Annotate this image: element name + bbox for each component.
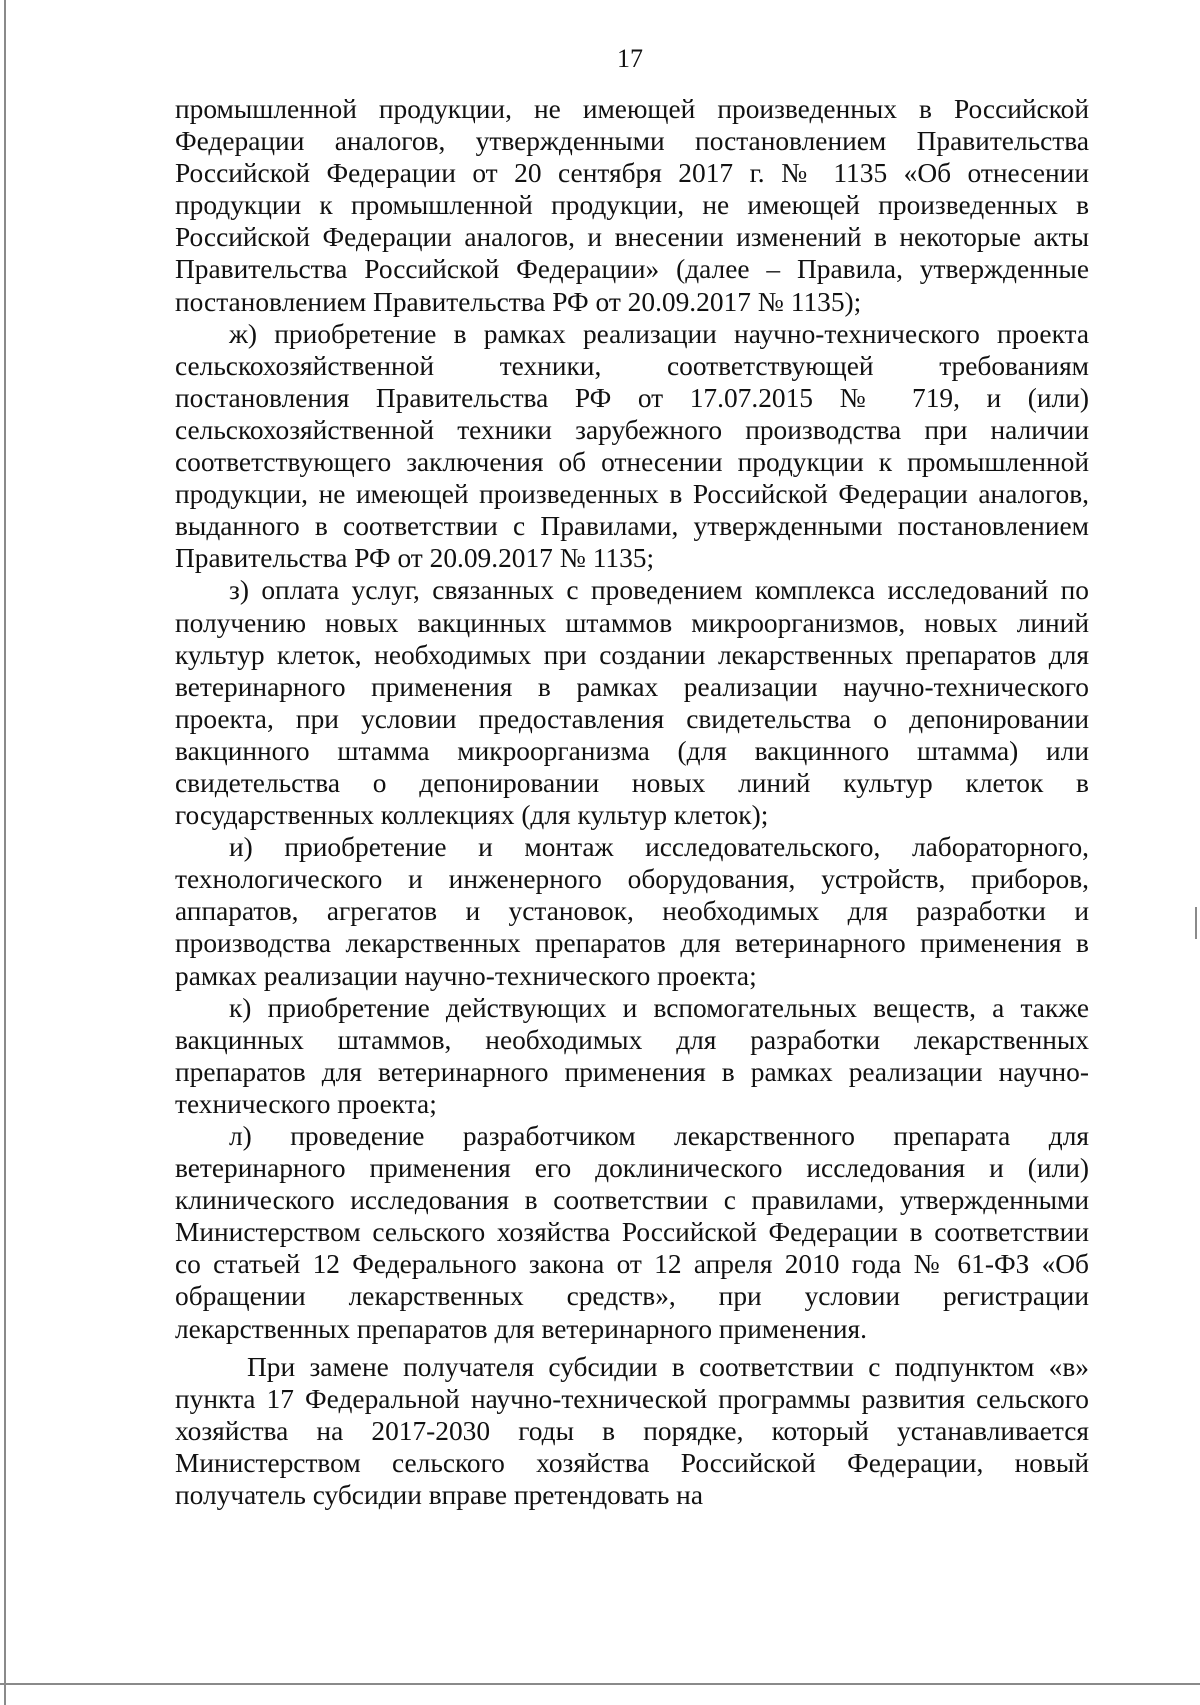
paragraph-item-zh: ж) приобретение в рамках реализации научно-технического проекта сельскохозяйственной техники, соответствующей требованиям постановления Правительства РФ от 17.07.2015 № 719, и (или) сельскохозяйственной техники зарубежного производства при наличии соответствующего заключения об отнесении продукции к промышленной продукции, не имеющей произведенных в Российской Федерации аналогов, выданного в соответствии с Правилами, утвержденными постановлением Правительства РФ от 20.09.2017 № 1135; xyxy=(175,318,1089,574)
paragraph-replacement: При замене получателя субсидии в соответствии с подпунктом «в» пункта 17 Федеральной научно-технической программы развития сельского хозяйства на 2017-2030 годы в порядке, который устанавливается Министерством сельского хозяйства Российской Федерации, новый получатель субсидии вправе претендовать на xyxy=(175,1351,1089,1511)
page-number: 17 xyxy=(617,44,643,73)
scan-bottom-edge xyxy=(0,1683,1200,1685)
scan-left-edge xyxy=(4,0,6,1705)
paragraph-item-k: к) приобретение действующих и вспомогательных веществ, а также вакцинных штаммов, необходимых для разработки лекарственных препаратов для ветеринарного применения в рамках реализации научно-технического проекта; xyxy=(175,992,1089,1119)
document-body xyxy=(175,93,1089,1511)
paragraph-continuation: промышленной продукции, не имеющей произведенных в Российской Федерации аналогов, утвержденными постановлением Правительства Российской Федерации от 20 сентября 2017 г. № 1135 «Об отнесении продукции к промышленной продукции, не имеющей произведенных в Российской Федерации аналогов, и внесении изменений в некоторые акты Правительства Российской Федерации» (далее – Правила, утвержденные постановлением Правительства РФ от 20.09.2017 № 1135); xyxy=(175,94,1089,317)
scan-mark xyxy=(1195,907,1197,939)
paragraph-item-l: л) проведение разработчиком лекарственного препарата для ветеринарного применения его доклинического исследования и (или) клинического исследования в соответствии с правилами, утвержденными Министерством сельского хозяйства Российской Федерации в соответствии со статьей 12 Федерального закона от 12 апреля 2010 года № 61-ФЗ «Об обращении лекарственных средств», при условии регистрации лекарственных препаратов для ветеринарного применения. xyxy=(175,1121,1089,1344)
paragraph-item-z: з) оплата услуг, связанных с проведением комплекса исследований по получению новых вакцинных штаммов микроорганизмов, новых линий культур клеток, необходимых при создании лекарственных препаратов для ветеринарного применения в рамках реализации научно-технического проекта, при условии предоставления свидетельства о депонировании вакцинного штамма микроорганизма (для вакцинного штамма) или свидетельства о депонировании новых линий культур клеток в государственных коллекциях (для культур клеток); xyxy=(175,575,1089,831)
paragraph-item-i: и) приобретение и монтаж исследовательского, лабораторного, технологического и инженерного оборудования, устройств, приборов, аппаратов, агрегатов и установок, необходимых для разработки и производства лекарственных препаратов для ветеринарного применения в рамках реализации научно-технического проекта; xyxy=(175,832,1089,991)
